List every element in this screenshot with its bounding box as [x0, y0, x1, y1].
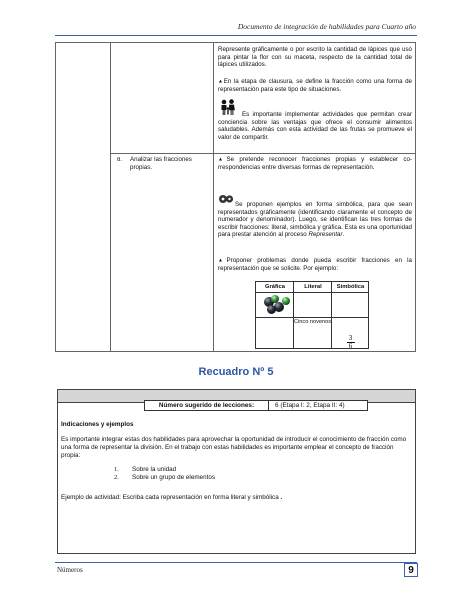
list-item-2-number: 2.: [114, 474, 119, 481]
row2-proponer-text: Proponer problemas donde pueda escribir fracciones en la representación que se solicite. Por ejemplo:: [218, 257, 412, 273]
example-activity-text: Ejemplo de actividad: Escriba cada representación en forma literal y simbólica: [61, 494, 279, 501]
list-item-1-number: 1.: [114, 466, 119, 473]
table-row-divider: [110, 153, 415, 154]
fraction-numerator: 3: [348, 334, 353, 342]
triangle-bullet-icon: ▲: [218, 257, 227, 264]
table-column-divider-2: [213, 43, 214, 351]
recuadro-title: Recuadro Nº 5: [198, 366, 274, 378]
page-number: 9: [404, 563, 418, 577]
literal-value: Cinco novenos: [294, 319, 332, 325]
indicaciones-paragraph: Es importante integrar estas dos habilidades para aprovechar la oportunidad de introducir el conocimiento de fracción como una forma de representar la división. En el trabajo con estas habilidades es importante emplear el concepto de fracción propia:: [61, 436, 407, 459]
triangle-bullet-icon: ▲: [218, 156, 227, 163]
lessons-value: 6 (Etapa I: 2, Etapa II: 4): [268, 400, 368, 411]
mini-table-header-simbolica: Simbólica: [336, 284, 365, 290]
row2-objective: Analizar las fracciones propias.: [130, 156, 192, 171]
row2-proponen-italic: Representar: [308, 231, 343, 239]
mini-table-header-literal: Literal: [304, 284, 322, 290]
row2-proponer-paragraph: [218, 257, 412, 273]
row1-clausura-text: En la etapa de clausura, se define la fracción como una forma de representación para este tipo de situaciones.: [218, 78, 412, 94]
example-activity: [61, 494, 282, 502]
lessons-label: Número sugerido de lecciones:: [144, 400, 269, 411]
row2-reconocer-text: Se pretende reconocer fracciones propias y establecer co-rrespondencias entre diversas formas de representación.: [218, 156, 412, 172]
row2-proponen-text: Se proponen ejemplos en forma simbólica, para que sean representados gráficamente (identificando claramente el concepto de numerador y denominador). Luego, se identifican las tres formas de escribir fracciones: literal, simbólica y gráfica. Esta es una oportunidad para prestar atención al proceso: [218, 201, 412, 239]
indicaciones-heading: Indicaciones y ejemplos: [61, 421, 134, 428]
mini-table-header-grafica: Gráfica: [265, 284, 285, 290]
table-column-divider-1: [110, 43, 111, 351]
footer-rule: [55, 562, 417, 563]
dark-ball: [267, 305, 276, 314]
mini-table-header-rule: [256, 292, 368, 293]
row1-represente-text: Represente gráficamente o por escrito la cantidad de lápices que usó para pintar la flor con su maceta, respecto de la cantidad total de lápices utilizados.: [218, 46, 412, 69]
row2-number: 8.: [117, 156, 122, 163]
row2-proponen-end: .: [342, 231, 345, 239]
example-activity-period: .: [280, 494, 283, 501]
recuadro-box: [57, 389, 416, 554]
mini-table-row-rule: [256, 317, 368, 318]
row2-proponen-paragraph: [218, 201, 412, 239]
row2-reconocer-paragraph: [218, 156, 412, 172]
footer-section: Números: [57, 566, 83, 574]
symbolic-fraction: [332, 335, 369, 349]
fraction-denominator: 6: [348, 341, 353, 350]
fraction-example-table: [255, 281, 369, 349]
triangle-bullet-icon: ▲: [218, 78, 224, 85]
green-ball: [282, 297, 290, 305]
list-item-1-text: Sobre la unidad: [132, 466, 177, 473]
row1-importante-text: Es importante implementar actividades que permitan crear conciencia sobre las ventajas que ofrece el consumir alimentos saludables. Además con esta actividad de las frutas se promueve el valor de compartir.: [218, 111, 412, 141]
page-header-title: Documento de integración de habilidades para Cuarto año: [237, 22, 416, 31]
header-rule: [55, 35, 417, 36]
list-item-2-text: Sobre un grupo de elementos: [132, 474, 215, 481]
row1-clausura-paragraph: [218, 78, 412, 94]
